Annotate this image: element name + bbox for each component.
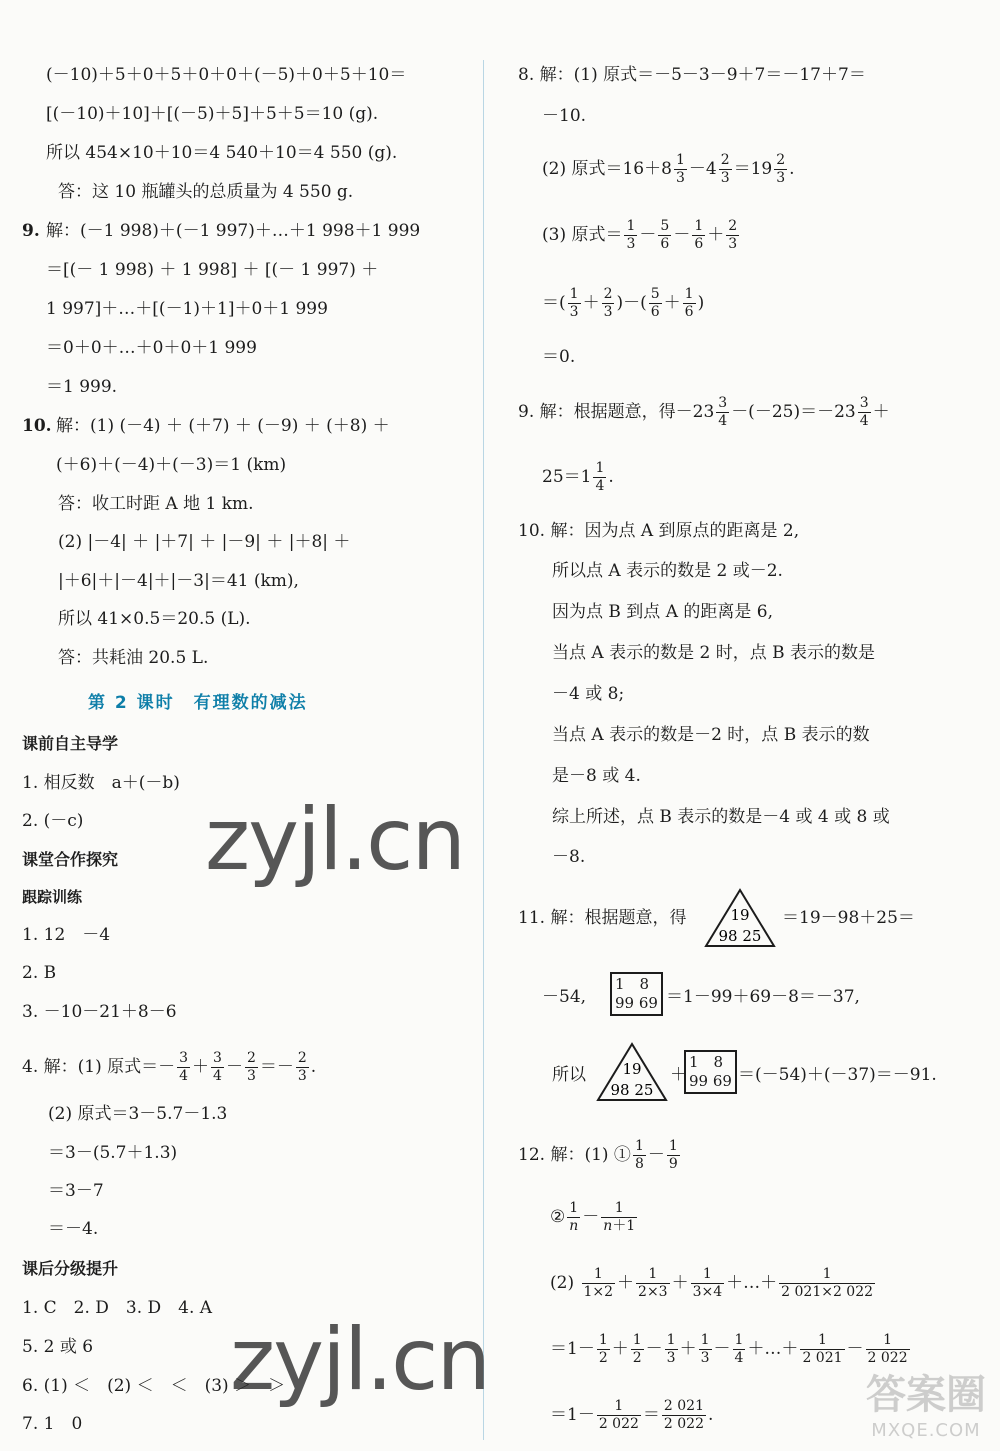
- text-line: ＝3－(5.7＋1.3): [48, 1143, 178, 1163]
- text: (2): [550, 1273, 575, 1293]
- watermark: zyjl.cn: [230, 1310, 489, 1410]
- fraction: $\frac{5}{6}$: [660, 218, 670, 252]
- fraction: $\frac{1}{8}$: [634, 1138, 644, 1172]
- text-line: |＋6|＋|－4|＋|－3|＝41 (km),: [58, 571, 299, 591]
- triangle-bottom: 98 25: [610, 1081, 654, 1099]
- text-line: 11. 解：根据题意，得: [518, 908, 687, 928]
- text-line: (2) $\frac{1}{1\times 2}$ ＋ $\frac{1}{2\times 3}$ ＋ $\frac{1}{3\times 4}$ ＋…＋ $\frac{1}{2 021\times 2 022}$: [550, 1266, 874, 1300]
- denominator: 4: [213, 1068, 222, 1084]
- fraction: [296, 1050, 309, 1085]
- fraction: $\frac{1}{3}$: [700, 1332, 710, 1366]
- fraction: $\frac{3}{4}$: [859, 395, 869, 429]
- text-line: ＝1－ $\frac{1}{2 022}$ ＝ $\frac{2 021}{2 022}$ .: [550, 1398, 714, 1432]
- section-title: 第 2 课时 有理数的减法: [88, 693, 308, 713]
- numerator: 3: [179, 1050, 189, 1066]
- text-line: ＝0.: [542, 347, 576, 367]
- text-line: 10. 解：因为点 A 到原点的距离是 2,: [518, 521, 800, 541]
- text-line: －8.: [552, 847, 586, 867]
- text: (3) 原式＝: [542, 225, 623, 245]
- fraction: $\frac{1}{1\times 2}$: [583, 1266, 614, 1300]
- box-bottom: 99 69: [689, 1072, 732, 1090]
- fraction: $\frac{1}{n}$: [569, 1200, 579, 1234]
- text-line: 答：收工时距 A 地 1 km.: [58, 494, 254, 514]
- fraction: $\frac{1}{3}$: [569, 286, 579, 320]
- fraction: $\frac{2}{3}$: [728, 218, 738, 252]
- answer-line: 1. 相反数 a＋(－b): [22, 773, 180, 793]
- triangle-top: 19: [730, 906, 750, 924]
- text-line: ＝0＋0＋…＋0＋0＋1 999: [46, 338, 257, 358]
- text-line: ＝3－7: [48, 1181, 104, 1201]
- fraction: $\frac{1}{2}$: [598, 1332, 608, 1366]
- triangle-top: 19: [622, 1060, 642, 1078]
- section-heading: 课后分级提升: [22, 1259, 119, 1278]
- fraction: $\frac{1}{3}$: [626, 218, 636, 252]
- number-box: [610, 972, 663, 1016]
- fraction: $\frac{2}{3}$: [720, 152, 730, 186]
- text-line: (－10)＋5＋0＋5＋0＋0＋(－5)＋0＋5＋10＝: [46, 65, 407, 85]
- text-line: ＝[(－ 1 998) ＋ 1 998] ＋ [(－ 1 997) ＋: [46, 260, 379, 280]
- fraction: $\frac{2}{3}$: [603, 286, 613, 320]
- text-line: ＋: [670, 1065, 687, 1085]
- text-line: －10.: [542, 106, 587, 126]
- text-line: 1 997]＋…＋[(－1)＋1]＋0＋1 999: [46, 299, 328, 319]
- text: ＝19: [733, 159, 773, 179]
- text-line: 答：这 10 瓶罐头的总质量为 4 550 g.: [58, 182, 354, 202]
- answer-line: 3. －10－21＋8－6: [22, 1002, 177, 1022]
- text-line: －54,: [542, 987, 587, 1007]
- fraction: $\frac{1}{9}$: [668, 1138, 678, 1172]
- number-box: [684, 1050, 737, 1094]
- text-line: 8. 解：(1) 原式＝－5－3－9＋7＝－17＋7＝: [518, 65, 866, 85]
- logo-url: MXQE.COM: [871, 1420, 981, 1441]
- answer-line: 7. 1 0: [22, 1414, 83, 1434]
- text-line: (2) 原式＝16＋8 $\frac{1}{3}$ －4 $\frac{2}{3}$ ＝19 $\frac{2}{3}$ .: [542, 152, 795, 186]
- answer-line: 6. (1) ＜ (2) ＜ ＜ (3) ＞ ＞: [22, 1376, 286, 1396]
- text: ＋: [872, 402, 890, 422]
- column-divider: [483, 60, 484, 1440]
- text-line: ＝1－ $\frac{1}{2}$ ＋ $\frac{1}{2}$ － $\frac{1}{3}$ ＋ $\frac{1}{3}$ － $\frac{1}{4}$ ＋…＋ $\frac{1}{2 021}$ － $\frac{1}{2 022}$: [550, 1332, 908, 1366]
- section-heading: 课前自主导学: [22, 734, 119, 753]
- text: ＝1－: [550, 1339, 595, 1359]
- answer-line: 1. C 2. D 3. D 4. A: [22, 1298, 213, 1318]
- fraction: $\frac{1}{4}$: [734, 1332, 744, 1366]
- watermark: zyjl.cn: [205, 790, 464, 890]
- text-line: 是－8 或 4.: [552, 766, 641, 786]
- text-line: 25＝1 $\frac{1}{4}$ .: [542, 460, 614, 494]
- fraction: [245, 1050, 258, 1085]
- numerator: 2: [246, 1050, 256, 1066]
- fraction: $\frac{1}{6}$: [684, 286, 694, 320]
- text-line: 12. 解：(1) ① $\frac{1}{8}$ － $\frac{1}{9}$: [518, 1138, 678, 1172]
- text: ②: [550, 1207, 566, 1227]
- fraction: $\frac{1}{3}$: [666, 1332, 676, 1366]
- text-line: ＝1－99＋69－8＝－37,: [666, 987, 860, 1007]
- denominator: 3: [297, 1068, 307, 1084]
- fraction: $\frac{3}{4}$: [718, 395, 728, 429]
- fraction: $\frac{1}{2}$: [632, 1332, 642, 1366]
- box-bottom: 99 69: [615, 994, 658, 1012]
- text-line: 答：共耗油 20.5 L.: [58, 648, 209, 668]
- answer-line: 2. (－c): [22, 811, 84, 831]
- fraction: $\frac{5}{6}$: [650, 286, 660, 320]
- box-top: 1 8: [615, 975, 650, 993]
- text-line: －4 或 8;: [552, 684, 625, 704]
- text-line: [518, 395, 890, 430]
- text-line: 所以点 A 表示的数是 2 或－2.: [552, 561, 783, 581]
- text-line: ＝19－98＋25＝: [782, 908, 915, 928]
- numerator: 2: [297, 1050, 307, 1066]
- box-top: 1 8: [689, 1053, 724, 1071]
- text-line: ＝1 999.: [46, 377, 118, 397]
- section-heading: 课堂合作探究: [22, 850, 119, 869]
- question-number: 9.: [22, 221, 40, 241]
- text-line: ＝(－54)＋(－37)＝－91.: [738, 1065, 937, 1085]
- fraction: [211, 1050, 224, 1085]
- text: －(－25)＝－23: [731, 402, 856, 422]
- fraction: $\frac{1}{2\times 3}$: [638, 1266, 668, 1300]
- fraction: $\frac{1}{4}$: [595, 460, 605, 494]
- denominator: 4: [179, 1068, 189, 1084]
- fraction: $\frac{1}{2 021\times 2 022}$: [781, 1266, 874, 1300]
- text: 9. 解：根据题意，得－23: [518, 402, 715, 422]
- text: 12. 解：(1) ①: [518, 1145, 631, 1165]
- text: ＝1－: [550, 1405, 595, 1425]
- text-line: (3) 原式＝ $\frac{1}{3}$ － $\frac{5}{6}$ － $\frac{1}{6}$ ＋ $\frac{2}{3}$: [542, 218, 738, 252]
- fraction: $\frac{1}{2 022}$: [867, 1332, 908, 1366]
- text: 4. 解：(1) 原式＝－: [22, 1057, 176, 1077]
- answer-line: 1. 12 －4: [22, 925, 111, 945]
- text-line: (2) 原式＝3－5.7－1.3: [48, 1104, 228, 1124]
- number-triangle: [596, 1042, 668, 1104]
- fraction: $\frac{1}{6}$: [694, 218, 704, 252]
- answer-line: 4. 解：(1) 原式＝－ $\frac{3}{4}$ ＋ $\frac{3}{4}$ － $\frac{2}{3}$ ＝－ $\frac{2}{3}$ .: [22, 1050, 317, 1084]
- fraction: $\frac{1}{2 021}$: [802, 1332, 843, 1366]
- question-number: 10.: [22, 416, 52, 436]
- fraction: $\frac{1}{3\times 4}$: [692, 1266, 723, 1300]
- fraction: $\frac{2}{3}$: [776, 152, 786, 186]
- subsection-heading: 跟踪训练: [22, 888, 83, 906]
- text-line: 当点 A 表示的数是－2 时，点 B 表示的数: [552, 725, 870, 745]
- text-line: ＝( $\frac{1}{3}$ ＋ $\frac{2}{3}$ )－( $\frac{5}{6}$ ＋ $\frac{1}{6}$ ): [542, 286, 705, 320]
- text-line: 因为点 B 到点 A 的距离是 6,: [552, 602, 774, 622]
- text: －4: [688, 159, 717, 179]
- fraction: $\frac{1}{2 022}$: [598, 1398, 639, 1432]
- answer-line: 2. B: [22, 963, 57, 983]
- text-line: ＝－4.: [48, 1219, 99, 1239]
- number-triangle: [704, 888, 776, 950]
- text-line: 综上所述，点 B 表示的数是－4 或 4 或 8 或: [552, 807, 890, 827]
- denominator: 3: [246, 1068, 256, 1084]
- fraction: $\frac{1}{n+1}$: [603, 1200, 636, 1234]
- text-line: (＋6)＋(－4)＋(－3)＝1 (km): [56, 455, 287, 475]
- logo-text: 答案圈: [866, 1372, 986, 1418]
- fraction: $\frac{2 021}{2 022}$: [663, 1398, 705, 1432]
- text-line: [(－10)＋10]＋[(－5)＋5]＋5＋5＝10 (g).: [46, 104, 379, 124]
- text-line: 所以: [552, 1065, 586, 1085]
- site-logo: [866, 1363, 986, 1441]
- text-line: 所以 454×10＋10＝4 540＋10＝4 550 (g).: [46, 143, 398, 163]
- text-line: 解：(1) (－4) ＋ (＋7) ＋ (－9) ＋ (＋8) ＋: [56, 416, 390, 436]
- text-line: (2) |－4| ＋ |＋7| ＋ |－9| ＋ |＋8| ＋: [58, 532, 351, 552]
- text-line: 所以 41×0.5＝20.5 (L).: [58, 609, 251, 629]
- text-line: 解：(－1 998)＋(－1 997)＋…＋1 998＋1 999: [46, 221, 421, 241]
- answer-line: 5. 2 或 6: [22, 1337, 94, 1357]
- text-line: ② $\frac{1}{n}$ － $\frac{1}{n+1}$: [550, 1200, 636, 1234]
- text-line: 当点 A 表示的数是 2 时，点 B 表示的数是: [552, 643, 876, 663]
- fraction: [177, 1050, 190, 1085]
- fraction: $\frac{1}{3}$: [675, 152, 685, 186]
- text: 25＝1: [542, 467, 592, 487]
- text: (2) 原式＝16＋8: [542, 159, 672, 179]
- numerator: 3: [213, 1050, 222, 1066]
- triangle-bottom: 98 25: [718, 927, 762, 945]
